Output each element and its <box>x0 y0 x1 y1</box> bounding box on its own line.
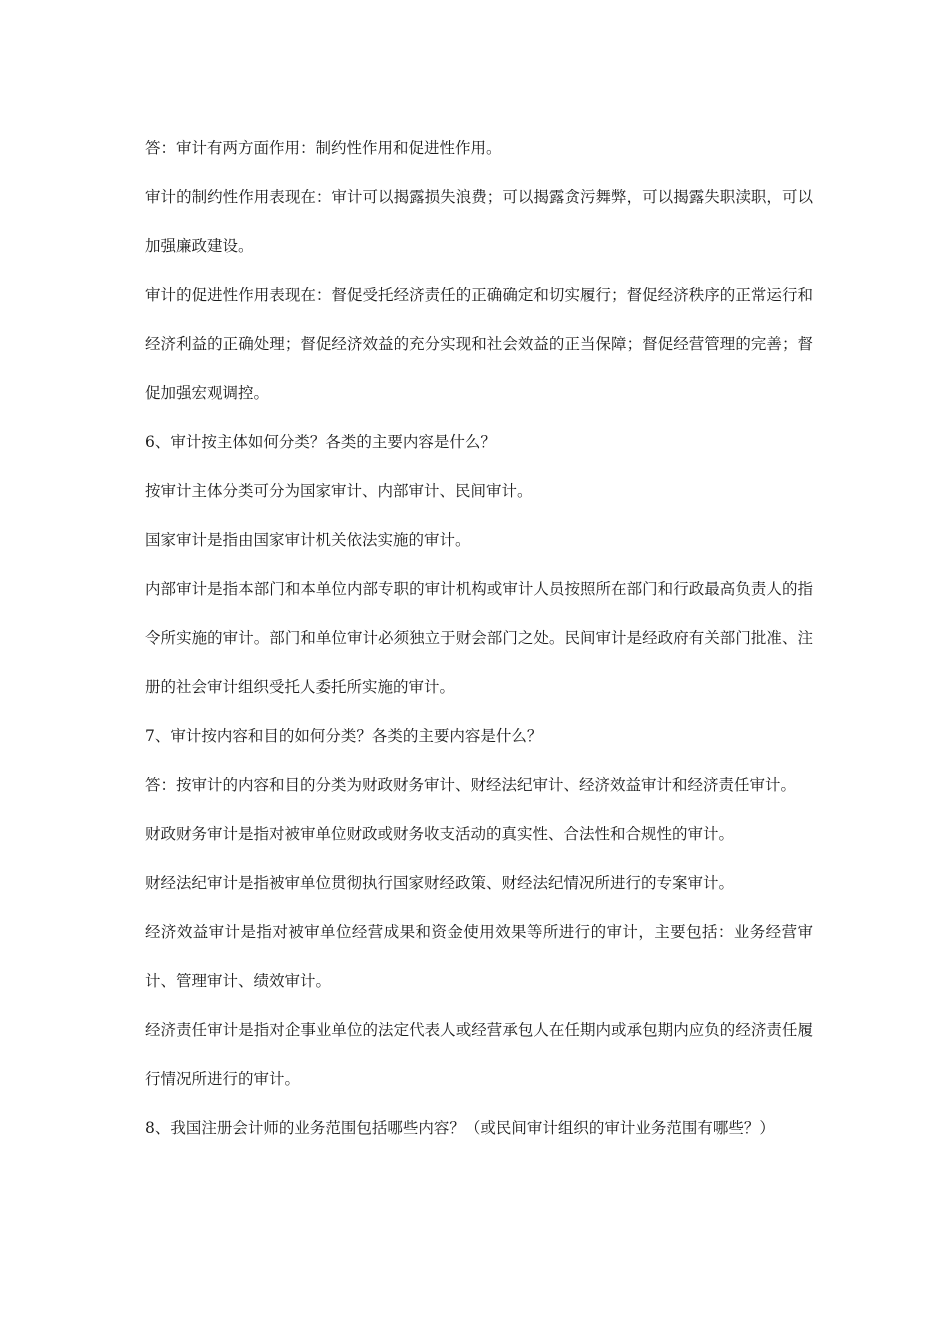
answer-paragraph: 答：审计有两方面作用：制约性作用和促进性作用。 <box>145 139 502 157</box>
restrictive-role-paragraph: 审计的制约性作用表现在：审计可以揭露损失浪费；可以揭露贪污舞弊，可以揭露失职渎职，可以加强廉政建设。 <box>145 188 813 255</box>
economic-benefit-audit-paragraph: 经济效益审计是指对被审单位经营成果和资金使用效果等所进行的审计，主要包括：业务经营审计、管理审计、绩效审计。 <box>145 923 813 990</box>
question-6-heading: 6、审计按主体如何分类？各类的主要内容是什么？ <box>145 433 496 451</box>
question-8-heading: 8、我国注册会计师的业务范围包括哪些内容？（或民间审计组织的审计业务范围有哪些？） <box>145 1119 775 1137</box>
financial-audit-paragraph: 财政财务审计是指对被审单位财政或财务收支活动的真实性、合法性和合规性的审计。 <box>145 825 735 843</box>
promotive-role-paragraph: 审计的促进性作用表现在：督促受托经济责任的正确确定和切实履行；督促经济秩序的正常运行和经济利益的正确处理；督促经济效益的充分实现和社会效益的正当保障；督促经营管理的完善；督促加强宏观调控。 <box>145 286 813 402</box>
document-body <box>145 124 813 1153</box>
question-7-heading: 7、审计按内容和目的如何分类？各类的主要内容是什么？ <box>145 727 543 745</box>
financial-discipline-audit-paragraph: 财经法纪审计是指被审单位贯彻执行国家财经政策、财经法纪情况所进行的专案审计。 <box>145 874 735 892</box>
content-classification-paragraph: 答：按审计的内容和目的分类为财政财务审计、财经法纪审计、经济效益审计和经济责任审计。 <box>145 776 797 794</box>
subject-classification-paragraph: 按审计主体分类可分为国家审计、内部审计、民间审计。 <box>145 482 533 500</box>
economic-responsibility-audit-paragraph: 经济责任审计是指对企事业单位的法定代表人或经营承包人在任期内或承包期内应负的经济责任履行情况所进行的审计。 <box>145 1021 813 1088</box>
national-audit-paragraph: 国家审计是指由国家审计机关依法实施的审计。 <box>145 531 471 549</box>
internal-audit-paragraph: 内部审计是指本部门和本单位内部专职的审计机构或审计人员按照所在部门和行政最高负责人的指令所实施的审计。部门和单位审计必须独立于财会部门之处。民间审计是经政府有关部门批准、注册的社会审计组织受托人委托所实施的审计。 <box>145 580 813 696</box>
